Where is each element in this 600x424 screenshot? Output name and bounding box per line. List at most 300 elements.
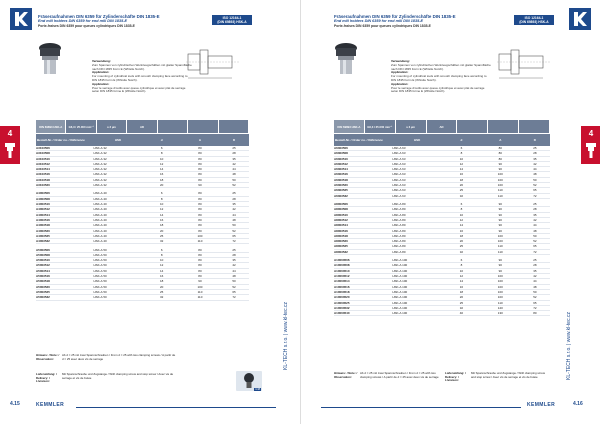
a-cell: 100 bbox=[181, 284, 219, 289]
hsk-cell: HSK-A 80 bbox=[392, 202, 442, 207]
hsk-cell: HSK-A 63 bbox=[392, 188, 442, 193]
d-cell: 10 bbox=[442, 212, 481, 217]
a-cell: 100 bbox=[481, 295, 520, 300]
a-cell: 80 bbox=[181, 212, 219, 217]
technical-drawing bbox=[497, 42, 553, 82]
d-outer-cell: 42 bbox=[219, 263, 249, 268]
standard-badge bbox=[514, 15, 554, 25]
d-cell: 14 bbox=[442, 167, 481, 172]
d-outer-cell: 72 bbox=[520, 305, 550, 310]
hsk-cell: HSK-A 40 bbox=[94, 223, 143, 228]
d-outer-cell: 28 bbox=[520, 263, 550, 268]
chapter-tab[interactable] bbox=[0, 126, 20, 164]
a-cell: 110 bbox=[181, 239, 219, 244]
d-cell: 32 bbox=[442, 305, 481, 310]
hsk-cell: HSK-A 50 bbox=[94, 258, 143, 263]
hsk-cell: HSK-A 63 bbox=[392, 177, 442, 182]
d-outer-cell: 72 bbox=[520, 249, 550, 254]
d-outer-cell: 65 bbox=[219, 289, 249, 294]
spec-icon-blank bbox=[519, 120, 550, 133]
hsk-cell: HSK-A 32 bbox=[94, 151, 143, 156]
d-outer-cell: 52 bbox=[219, 183, 249, 188]
d-outer-cell: 65 bbox=[219, 233, 249, 238]
d-outer-cell: 48 bbox=[219, 172, 249, 177]
d-cell: 6 bbox=[442, 146, 481, 151]
hsk-cell: HSK-A 50 bbox=[94, 284, 143, 289]
delivery-block bbox=[36, 373, 176, 384]
notes-block bbox=[36, 354, 176, 361]
a-cell: 80 bbox=[181, 167, 219, 172]
d-outer-cell: 48 bbox=[219, 217, 249, 222]
note-value: Ab d = 25 mit zwei Spannschrauben / From d = 25 with two clamping screws / A partir de d = 25 avec deux vis de serrage bbox=[62, 353, 176, 361]
d-outer-cell: 42 bbox=[520, 161, 550, 166]
table-body bbox=[36, 146, 249, 300]
d-cell: 12 bbox=[142, 161, 180, 166]
delivery-row bbox=[445, 372, 550, 383]
brand-name: KEMMLER bbox=[36, 401, 65, 408]
a-cell: 100 bbox=[481, 177, 520, 182]
hsk-cell: HSK-A 80 bbox=[392, 212, 442, 217]
a-cell: 80 bbox=[181, 223, 219, 228]
tool-holder-photo bbox=[332, 40, 360, 76]
a-cell: 80 bbox=[181, 161, 219, 166]
k-logo-icon bbox=[14, 11, 28, 27]
d-cell: 16 bbox=[142, 274, 180, 279]
d-cell: 10 bbox=[142, 202, 180, 207]
standard-badge bbox=[212, 15, 252, 25]
d-outer-cell: 44 bbox=[219, 167, 249, 172]
order-no-cell: A5003514 bbox=[36, 268, 94, 273]
d-outer-cell: 42 bbox=[219, 207, 249, 212]
d-outer-cell: 65 bbox=[520, 300, 550, 305]
hsk-cell: HSK-A 50 bbox=[94, 289, 143, 294]
d-cell: 16 bbox=[442, 172, 481, 177]
d-cell: 20 bbox=[142, 183, 180, 188]
hsk-cell: HSK-A 40 bbox=[94, 228, 143, 233]
d-outer-cell: 44 bbox=[520, 223, 550, 228]
usage-text-fr: Pour le serrage d'outils avec queue cylindrique et avec plat de serrage selon DIN 1835 forme E (Whistle Notch). bbox=[92, 85, 186, 94]
order-no-cell: A10003510 bbox=[334, 268, 392, 273]
d-cell: 16 bbox=[442, 228, 481, 233]
usage-text-en: For mounting of cylindrical tools with smooth clamping face according to DIN 1835 Form E (Whistle Notch). bbox=[391, 74, 487, 82]
hsk-cell: HSK-A 100 bbox=[392, 258, 442, 263]
order-no-cell: A4003514 bbox=[36, 212, 94, 217]
note-row bbox=[334, 372, 444, 379]
order-no-cell: A5003508 bbox=[36, 252, 94, 257]
side-vertical-text: KL-TECH s.r.o. | www.kl-tec.cz bbox=[566, 312, 572, 380]
a-cell: 80 bbox=[181, 191, 219, 196]
hsk-cell: HSK-A 40 bbox=[94, 207, 143, 212]
order-no-cell: A4003512 bbox=[36, 207, 94, 212]
usage-text-en: For mounting of cylindrical tools with smooth clamping face according to DIN 1835 Form E (Whistle Notch). bbox=[92, 74, 188, 82]
a-cell: 80 bbox=[481, 146, 520, 151]
hsk-cell: HSK-A 100 bbox=[392, 263, 442, 268]
d-cell: 6 bbox=[442, 202, 481, 207]
d-outer-cell: 42 bbox=[520, 217, 550, 222]
hsk-cell: HSK-A 40 bbox=[94, 191, 143, 196]
usage-text bbox=[391, 60, 491, 94]
d-cell: 18 bbox=[142, 223, 180, 228]
order-no-cell: A3103508 bbox=[36, 151, 94, 156]
d-cell: 6 bbox=[442, 258, 481, 263]
d-outer-cell: 52 bbox=[520, 183, 550, 188]
d-cell: 18 bbox=[142, 279, 180, 284]
technical-drawing bbox=[186, 42, 242, 82]
usage-heading-en: Application: bbox=[391, 70, 409, 75]
d-outer-cell: 50 bbox=[219, 279, 249, 284]
d-outer-cell: 25 bbox=[520, 258, 550, 263]
header-d-outer: D bbox=[219, 134, 249, 146]
hsk-cell: HSK-A 32 bbox=[94, 146, 143, 151]
hsk-cell: HSK-A 63 bbox=[392, 146, 442, 151]
hsk-cell: HSK-A 50 bbox=[94, 268, 143, 273]
delivery-value: Mit Spannschraube und Zugstange / With clamping screw and stop screw / Avec vis de serrage et vis de butée bbox=[471, 371, 545, 379]
a-cell: 100 bbox=[481, 274, 520, 279]
d-outer-cell: 35 bbox=[219, 156, 249, 161]
hsk-cell: HSK-A 40 bbox=[94, 233, 143, 238]
order-no-cell: A4003506 bbox=[36, 191, 94, 196]
order-no-cell: A3103520 bbox=[36, 183, 94, 188]
d-cell: 25 bbox=[142, 233, 180, 238]
a-cell: 110 bbox=[181, 289, 219, 294]
side-vertical-text: KL-TECH s.r.o. | www.kl-tec.cz bbox=[283, 302, 289, 370]
d-outer-cell: 50 bbox=[520, 177, 550, 182]
d-cell: 20 bbox=[442, 239, 481, 244]
d-cell: 18 bbox=[442, 177, 481, 182]
header-d: d bbox=[142, 134, 180, 146]
d-outer-cell: 48 bbox=[219, 274, 249, 279]
d-cell: 10 bbox=[142, 258, 180, 263]
a-cell: 90 bbox=[181, 183, 219, 188]
a-cell: 80 bbox=[181, 151, 219, 156]
a-cell: 80 bbox=[181, 202, 219, 207]
clamping-screw-image bbox=[236, 371, 262, 391]
clamp-ref-code: 4.48 bbox=[255, 388, 260, 391]
d-cell: 20 bbox=[142, 284, 180, 289]
d-cell: 14 bbox=[442, 279, 481, 284]
hsk-cell: HSK-A 40 bbox=[94, 202, 143, 207]
spec-icon-bar bbox=[36, 120, 249, 133]
spec-icon-runout: ≤ 3 µm bbox=[396, 120, 427, 133]
header-order-no: Bestell-Nr. / Order no. / Référence bbox=[36, 134, 94, 146]
order-no-cell: A10003532 bbox=[334, 305, 392, 310]
order-no-cell: A5003506 bbox=[36, 248, 94, 253]
order-no-cell: A10003512 bbox=[334, 274, 392, 279]
a-cell: 80 bbox=[181, 156, 219, 161]
d-cell: 20 bbox=[442, 183, 481, 188]
order-no-cell: A10003506 bbox=[334, 258, 392, 263]
a-cell: 80 bbox=[181, 263, 219, 268]
chapter-number: 4 bbox=[7, 129, 13, 138]
hsk-cell: HSK-A 100 bbox=[392, 289, 442, 294]
brand-name: KEMMLER bbox=[527, 401, 556, 408]
table-body bbox=[334, 146, 550, 316]
header-a: A bbox=[481, 134, 520, 146]
hsk-cell: HSK-A 100 bbox=[392, 279, 442, 284]
page-title bbox=[38, 14, 160, 29]
d-outer-cell: 25 bbox=[219, 248, 249, 253]
spec-icon-bar bbox=[334, 120, 550, 133]
usage-text-de: Zum Spannen von zylindrischen Werkzeugschäften mit glatter Spannfläche nach DIN 1835 Form E (Whistle Notch). bbox=[391, 62, 491, 71]
hsk-cell: HSK-A 40 bbox=[94, 239, 143, 244]
a-cell: 110 bbox=[181, 295, 219, 300]
hsk-cell: HSK-A 100 bbox=[392, 284, 442, 289]
tool-holder-photo bbox=[36, 40, 64, 76]
order-no-cell: A8003514 bbox=[334, 223, 392, 228]
d-cell: 16 bbox=[142, 217, 180, 222]
order-no-cell: A10003518 bbox=[334, 289, 392, 294]
d-outer-cell: 28 bbox=[520, 151, 550, 156]
order-no-cell: A6303508 bbox=[334, 151, 392, 156]
d-cell: 8 bbox=[142, 196, 180, 201]
d-cell: 12 bbox=[142, 263, 180, 268]
hsk-cell: HSK-A 80 bbox=[392, 217, 442, 222]
note-label: Hinweis: / Note: / Observation: bbox=[36, 353, 60, 361]
hsk-cell: HSK-A 50 bbox=[94, 252, 143, 257]
order-no-cell: A4003520 bbox=[36, 228, 94, 233]
d-outer-cell: 65 bbox=[520, 188, 550, 193]
a-cell: 120 bbox=[481, 305, 520, 310]
order-no-cell: A4003518 bbox=[36, 223, 94, 228]
order-no-cell: A10003520 bbox=[334, 295, 392, 300]
order-no-cell: A6303514 bbox=[334, 167, 392, 172]
a-cell: 100 bbox=[481, 239, 520, 244]
chapter-tab[interactable] bbox=[581, 126, 600, 164]
a-cell: 110 bbox=[481, 300, 520, 305]
footer-rule bbox=[321, 407, 521, 408]
a-cell: 110 bbox=[481, 249, 520, 254]
order-no-cell: A6303510 bbox=[334, 156, 392, 161]
d-outer-cell: 50 bbox=[219, 223, 249, 228]
kemmler-logo bbox=[10, 8, 32, 30]
order-no-cell: A5003532 bbox=[36, 295, 94, 300]
d-outer-cell: 52 bbox=[219, 284, 249, 289]
d-cell: 6 bbox=[142, 248, 180, 253]
footer-rule bbox=[76, 407, 276, 408]
note-label: Hinweis: / Note: / Observation: bbox=[334, 371, 358, 379]
usage-heading-de: Verwendung: bbox=[391, 59, 410, 63]
d-outer-cell: 44 bbox=[219, 268, 249, 273]
order-no-cell: A5003525 bbox=[36, 289, 94, 294]
chapter-number: 4 bbox=[588, 129, 594, 138]
tool-holder-icon bbox=[584, 141, 598, 159]
d-outer-cell: 28 bbox=[219, 196, 249, 201]
order-no-cell: A6303516 bbox=[334, 172, 392, 177]
usage-heading-en: Application: bbox=[92, 70, 110, 75]
hsk-cell: HSK-A 40 bbox=[94, 196, 143, 201]
title-en: End mill holders DIN 6359 for end mill DIN 1835-E bbox=[334, 19, 424, 23]
product-table bbox=[36, 134, 249, 301]
hsk-cell: HSK-A 80 bbox=[392, 244, 442, 249]
d-outer-cell: 28 bbox=[219, 151, 249, 156]
order-no-cell: A4003525 bbox=[36, 233, 94, 238]
usage-text-fr: Pour le serrage d'outils avec queue cylindrique et avec plat de serrage selon DIN 1835 forme E (Whistle Notch). bbox=[391, 85, 485, 94]
hsk-cell: HSK-A 100 bbox=[392, 274, 442, 279]
d-outer-cell: 52 bbox=[219, 228, 249, 233]
d-outer-cell: 25 bbox=[520, 202, 550, 207]
d-outer-cell: 44 bbox=[219, 212, 249, 217]
tool-holder-icon bbox=[3, 141, 17, 159]
d-cell: 12 bbox=[442, 161, 481, 166]
a-cell: 80 bbox=[181, 248, 219, 253]
a-cell: 80 bbox=[181, 228, 219, 233]
right-page bbox=[300, 0, 600, 424]
hsk-cell: HSK-A 80 bbox=[392, 239, 442, 244]
hsk-cell: HSK-A 32 bbox=[94, 161, 143, 166]
delivery-value: Mit Spannschraube und Zugstange / With clamping screw and stop screw / Avec vis de serrage et vis de butée bbox=[62, 372, 174, 380]
header-a: A bbox=[181, 134, 219, 146]
order-no-cell: A4003510 bbox=[36, 202, 94, 207]
hsk-cell: HSK-A 63 bbox=[392, 193, 442, 198]
hsk-cell: HSK-A 63 bbox=[392, 167, 442, 172]
hsk-cell: HSK-A 32 bbox=[94, 156, 143, 161]
a-cell: 90 bbox=[481, 228, 520, 233]
usage-heading-fr: Application: bbox=[92, 81, 110, 86]
hsk-cell: HSK-A 80 bbox=[392, 207, 442, 212]
hsk-cell: HSK-A 80 bbox=[392, 233, 442, 238]
d-cell: 8 bbox=[142, 252, 180, 257]
usage-heading-de: Verwendung: bbox=[92, 59, 111, 63]
k-logo-icon bbox=[573, 11, 587, 27]
d-cell: 18 bbox=[442, 289, 481, 294]
order-no-cell: A3103518 bbox=[36, 177, 94, 182]
order-no-cell: A5003520 bbox=[36, 284, 94, 289]
hsk-cell: HSK-A 50 bbox=[94, 248, 143, 253]
header-order-no: Bestell-Nr. / Order no. / Référence bbox=[334, 134, 392, 146]
page-footer bbox=[0, 401, 300, 409]
d-cell: 40 bbox=[442, 311, 481, 316]
d-cell: 20 bbox=[442, 295, 481, 300]
order-no-cell: A8003532 bbox=[334, 249, 392, 254]
d-cell: 8 bbox=[442, 207, 481, 212]
d-outer-cell: 35 bbox=[520, 212, 550, 217]
d-outer-cell: 50 bbox=[520, 289, 550, 294]
table-header-row bbox=[334, 134, 550, 146]
d-cell: 14 bbox=[442, 223, 481, 228]
d-cell: 32 bbox=[442, 193, 481, 198]
d-outer-cell: 35 bbox=[520, 156, 550, 161]
hsk-cell: HSK-A 63 bbox=[392, 161, 442, 166]
d-outer-cell: 50 bbox=[219, 177, 249, 182]
order-no-cell: A3103506 bbox=[36, 146, 94, 151]
hsk-cell: HSK-A 63 bbox=[392, 183, 442, 188]
d-cell: 16 bbox=[442, 284, 481, 289]
a-cell: 90 bbox=[181, 279, 219, 284]
a-cell: 80 bbox=[181, 274, 219, 279]
delivery-label: Lieferumfang: / Delivery: / Livraison: bbox=[36, 372, 57, 384]
d-outer-cell: 72 bbox=[520, 193, 550, 198]
order-no-cell: A6303520 bbox=[334, 183, 392, 188]
a-cell: 100 bbox=[181, 233, 219, 238]
order-no-cell: A6303518 bbox=[334, 177, 392, 182]
delivery-label: Lieferumfang: / Delivery: / Livraison: bbox=[445, 371, 466, 383]
a-cell: 90 bbox=[481, 202, 520, 207]
hsk-cell: HSK-A 32 bbox=[94, 172, 143, 177]
a-cell: 80 bbox=[481, 151, 520, 156]
spec-icon-coolant: AD bbox=[427, 120, 458, 133]
order-no-cell: A8003506 bbox=[334, 202, 392, 207]
a-cell: 90 bbox=[481, 263, 520, 268]
hsk-cell: HSK-A 50 bbox=[94, 263, 143, 268]
d-outer-cell: 44 bbox=[520, 279, 550, 284]
d-outer-cell: 72 bbox=[219, 239, 249, 244]
note-row bbox=[36, 354, 176, 361]
a-cell: 100 bbox=[481, 279, 520, 284]
a-cell: 110 bbox=[481, 188, 520, 193]
d-cell: 10 bbox=[142, 156, 180, 161]
a-cell: 80 bbox=[181, 207, 219, 212]
d-cell: 32 bbox=[442, 249, 481, 254]
order-no-cell: A3103512 bbox=[36, 161, 94, 166]
a-cell: 90 bbox=[481, 207, 520, 212]
d-outer-cell: 35 bbox=[219, 258, 249, 263]
spec-icon-balance: G6,3 / 25.000 min⁻¹ bbox=[365, 120, 396, 133]
spec-icon-hsk: DIN 69893 HSK-A bbox=[36, 120, 66, 133]
spec-icon-blank bbox=[488, 120, 519, 133]
d-cell: 8 bbox=[442, 263, 481, 268]
header-d: d bbox=[442, 134, 481, 146]
d-outer-cell: 80 bbox=[520, 311, 550, 316]
order-no-cell: A10003525 bbox=[334, 300, 392, 305]
order-no-cell: A4003516 bbox=[36, 217, 94, 222]
a-cell: 100 bbox=[481, 233, 520, 238]
hsk-cell: HSK-A 100 bbox=[392, 305, 442, 310]
d-outer-cell: 42 bbox=[219, 161, 249, 166]
d-cell: 14 bbox=[142, 268, 180, 273]
hsk-cell: HSK-A 80 bbox=[392, 249, 442, 254]
page-number: 4.16 bbox=[573, 401, 583, 407]
d-cell: 25 bbox=[442, 300, 481, 305]
order-no-cell: A5003512 bbox=[36, 263, 94, 268]
title-en: End mill holders DIN 6359 for end mill DIN 1835-E bbox=[38, 19, 128, 23]
d-cell: 32 bbox=[142, 295, 180, 300]
header-hsk: HSK bbox=[94, 134, 143, 146]
spec-icon-blank bbox=[219, 120, 249, 133]
a-cell: 80 bbox=[181, 217, 219, 222]
d-outer-cell: 28 bbox=[219, 252, 249, 257]
notes-block bbox=[334, 372, 444, 379]
d-cell: 12 bbox=[442, 274, 481, 279]
a-cell: 80 bbox=[181, 177, 219, 182]
note-value: Ab d = 25 mit zwei Spannschrauben / From d = 25 with two clamping screws / A partir de d = 25 avec deux vis de serrage bbox=[360, 371, 439, 379]
order-no-cell: A8003510 bbox=[334, 212, 392, 217]
d-outer-cell: 35 bbox=[219, 202, 249, 207]
order-no-cell: A10003508 bbox=[334, 263, 392, 268]
table-header-row bbox=[36, 134, 249, 146]
hsk-cell: HSK-A 100 bbox=[392, 268, 442, 273]
d-cell: 20 bbox=[142, 228, 180, 233]
d-outer-cell: 42 bbox=[520, 274, 550, 279]
a-cell: 80 bbox=[481, 156, 520, 161]
standard-line2: (DIN 69893) HSK-A bbox=[217, 20, 247, 25]
title-de: Fräseraufnahmen DIN 6359 für Zylinderschäfte DIN 1835-E bbox=[38, 14, 160, 19]
hsk-cell: HSK-A 63 bbox=[392, 156, 442, 161]
a-cell: 90 bbox=[481, 268, 520, 273]
a-cell: 90 bbox=[481, 217, 520, 222]
a-cell: 80 bbox=[181, 268, 219, 273]
hsk-cell: HSK-A 50 bbox=[94, 295, 143, 300]
hsk-cell: HSK-A 40 bbox=[94, 212, 143, 217]
order-no-cell: A3103516 bbox=[36, 172, 94, 177]
d-outer-cell: 35 bbox=[520, 268, 550, 273]
a-cell: 110 bbox=[481, 244, 520, 249]
spec-icon-blank bbox=[457, 120, 488, 133]
order-no-cell: A6303525 bbox=[334, 188, 392, 193]
d-outer-cell: 52 bbox=[520, 295, 550, 300]
a-cell: 90 bbox=[481, 223, 520, 228]
d-cell: 25 bbox=[442, 188, 481, 193]
page-number: 4.15 bbox=[10, 401, 20, 407]
